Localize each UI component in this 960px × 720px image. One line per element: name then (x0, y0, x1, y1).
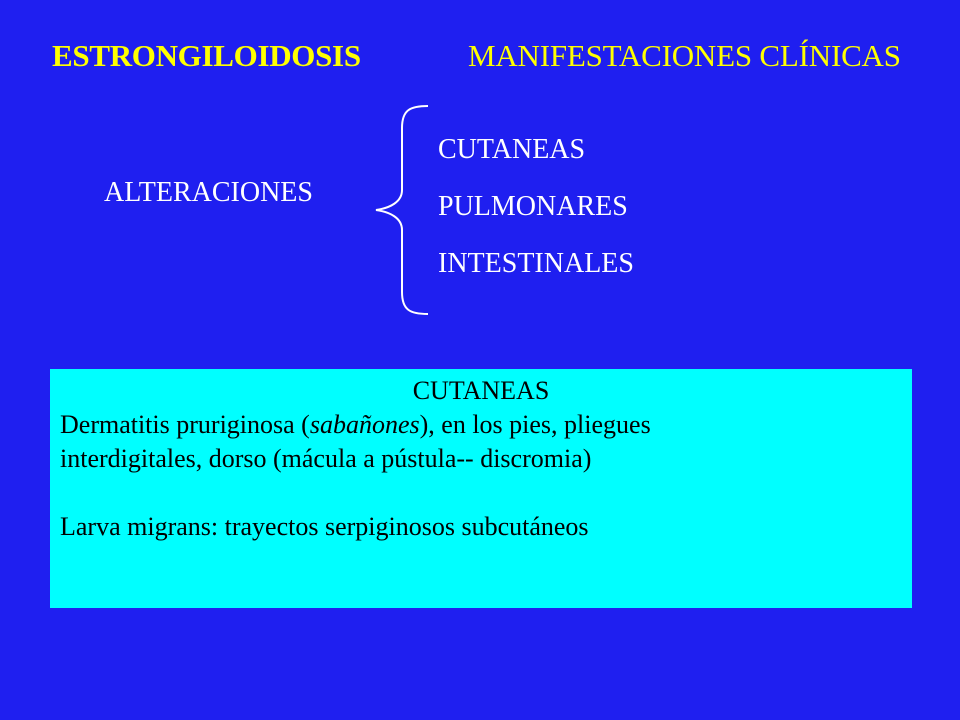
curly-brace-icon (370, 100, 440, 320)
box-spacer (60, 476, 902, 510)
category-intestinales: INTESTINALES (438, 248, 634, 279)
box-line-3: Larva migrans: trayectos serpiginosos subcutáneos (60, 512, 589, 541)
box-heading: CUTANEAS (412, 376, 550, 405)
box-line-1-italic: sabañones (309, 410, 420, 439)
category-pulmonares: PULMONARES (438, 191, 628, 222)
box-line-1-start: Dermatitis pruriginosa ( (60, 410, 310, 439)
box-line-2: interdigitales, dorso (mácula a pústula-- discromia) (60, 444, 592, 473)
category-cutaneas: CUTANEAS (438, 134, 586, 165)
cutaneas-detail-box (50, 369, 912, 608)
box-line-1-end: ), en los pies, pliegues (419, 410, 651, 439)
box-line-1 (60, 408, 902, 442)
slide-title: ESTRONGILOIDOSIS (52, 38, 361, 73)
alteraciones-label: ALTERACIONES (104, 177, 313, 208)
slide-subtitle: MANIFESTACIONES CLÍNICAS (468, 38, 901, 73)
